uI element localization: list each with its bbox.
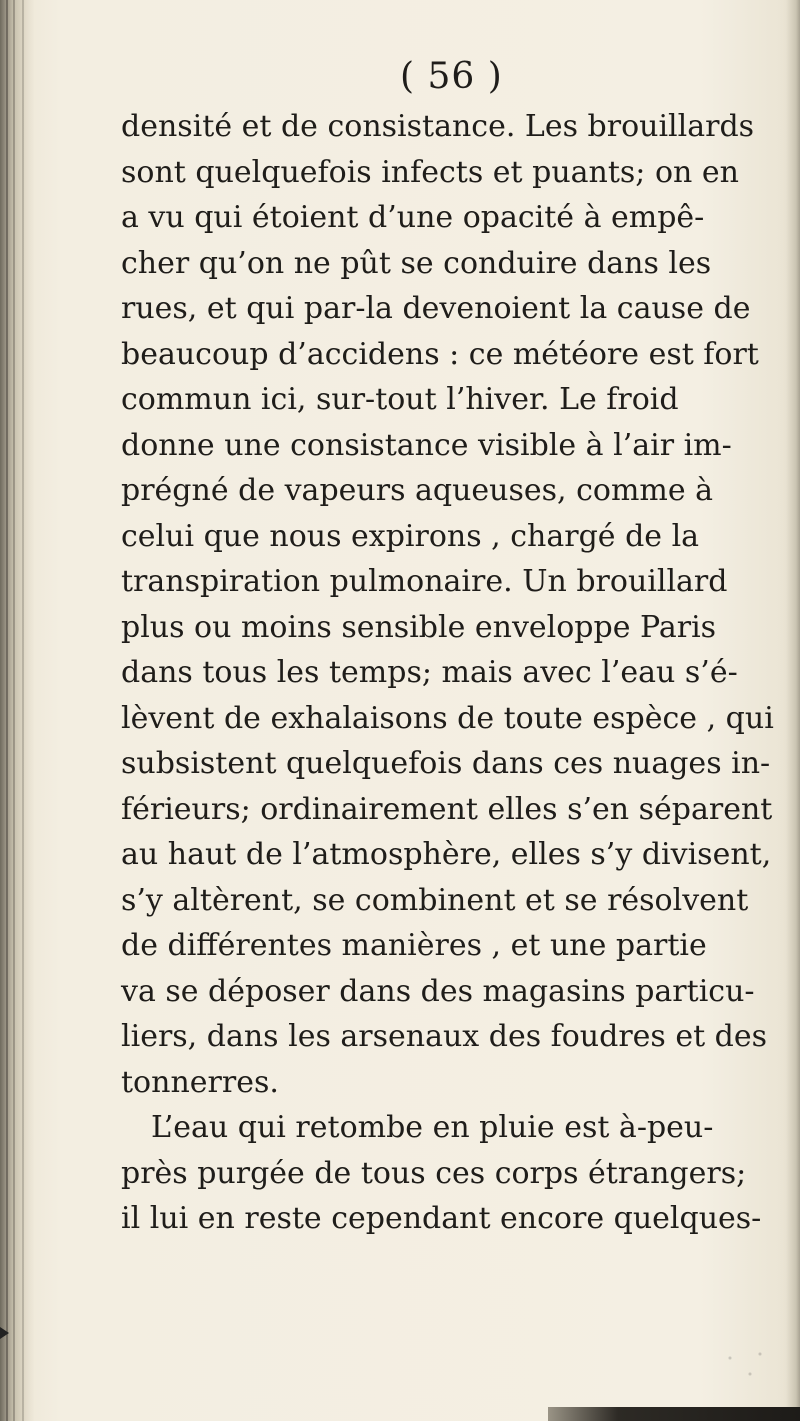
text-line: densité et de consistance. Les brouillards	[121, 109, 755, 144]
book-binding	[0, 0, 34, 1421]
text-line: sont quelquefois infects et puants; on en	[121, 154, 739, 190]
text-line: liers, dans les arsenaux des foudres et des	[121, 1019, 768, 1054]
text-line: lèvent de exhalaisons de toute espèce , qui	[121, 700, 774, 736]
text-line: a vu qui étoient d’une opacité à empê-	[121, 200, 705, 235]
text-line: subsistent quelquefois dans ces nuages in-	[121, 746, 771, 781]
text-line: rues, et qui par-la devenoient la cause de	[121, 291, 751, 326]
binding-line	[6, 0, 8, 1421]
text-line: tonnerres.	[121, 1064, 279, 1100]
text-line: prégné de vapeurs aqueuses, comme à	[121, 473, 714, 508]
text-line: il lui en reste cependant encore quelques-	[121, 1201, 762, 1236]
text-line: de différentes manières , et une partie	[121, 928, 707, 963]
binding-line	[13, 0, 15, 1421]
arrow-right-icon	[0, 1327, 9, 1339]
paragraph-start-line: L’eau qui retombe en pluie est à-peu-	[151, 1110, 714, 1145]
text-line: va se déposer dans des magasins particu-	[121, 973, 755, 1009]
text-line: dans tous les temps; mais avec l’eau s’é-	[121, 655, 738, 690]
text-line: plus ou moins sensible enveloppe Paris	[121, 609, 717, 645]
page-edge-shadow	[786, 0, 800, 1421]
binding-line	[22, 0, 24, 1421]
ink-specks	[720, 1346, 770, 1386]
text-line: celui que nous expirons , chargé de la	[121, 518, 700, 554]
text-line: férieurs; ordinairement elles s’en séparent	[121, 791, 773, 827]
text-line: près purgée de tous ces corps étrangers;	[121, 1155, 747, 1191]
text-line: cher qu’on ne pût se conduire dans les	[121, 245, 712, 281]
text-line: s’y altèrent, se combinent et se résolvent	[121, 882, 749, 918]
page-number: ( 56 )	[400, 56, 503, 97]
body-text	[121, 104, 774, 1242]
page-bottom-shadow	[548, 1407, 800, 1421]
text-line: donne une consistance visible à l’air im-	[121, 427, 732, 463]
text-line: beaucoup d’accidens : ce météore est fort	[121, 336, 759, 372]
text-line: commun ici, sur-tout l’hiver. Le froid	[121, 382, 679, 417]
text-line: au haut de l’atmosphère, elles s’y divisent,	[121, 837, 772, 872]
text-line: transpiration pulmonaire. Un brouillard	[121, 564, 728, 599]
